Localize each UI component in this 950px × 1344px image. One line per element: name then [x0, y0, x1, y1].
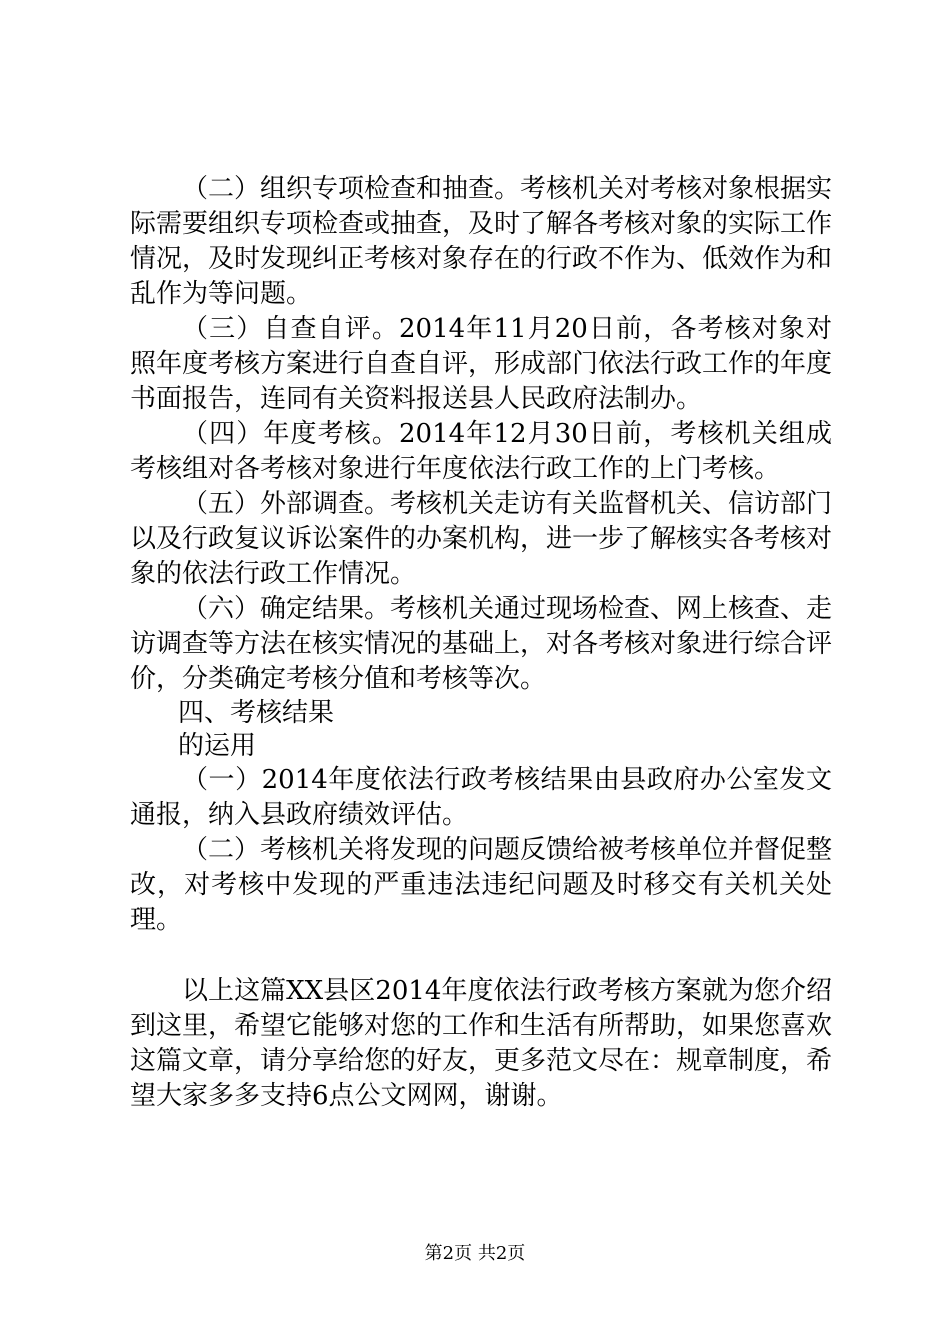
paragraph-external-survey: （五）外部调查。考核机关走访有关监督机关、信访部门以及行政复议诉讼案件的办案机构，进一步了解核实各考核对象的依法行政工作情况。 — [130, 489, 833, 589]
section-heading: 四、考核结果 — [178, 698, 335, 728]
spacer — [130, 938, 832, 974]
paragraph-feedback: （二）考核机关将发现的问题反馈给被考核单位并督促整改，对考核中发现的严重违法违纪问题及时移交有关机关处理。 — [130, 835, 833, 935]
document-body — [130, 172, 832, 1114]
section-heading-continuation: 的运用 — [178, 731, 257, 761]
closing-paragraph: 以上这篇XX县区2014年度依法行政考核方案就为您介绍到这里，希望它能够对您的工作和生活有所帮助，如果您喜欢这篇文章，请分享给您的好友，更多范文尽在：规章制度，希望大家多多支持6点公文网网，谢谢。 — [130, 976, 833, 1111]
paragraph-determine-result: （六）确定结果。考核机关通过现场检查、网上核查、走访调查等方法在核实情况的基础上，对各考核对象进行综合评价，分类确定考核分值和考核等次。 — [130, 594, 833, 694]
paragraph-self-check: （三）自查自评。2014年11月20日前，各考核对象对照年度考核方案进行自查自评，形成部门依法行政工作的年度书面报告，连同有关资料报送县人民政府法制办。 — [130, 314, 833, 414]
paragraph-result-report: （一）2014年度依法行政考核结果由县政府办公室发文通报，纳入县政府绩效评估。 — [130, 765, 832, 830]
page-footer: 第2页 共2页 — [424, 1243, 526, 1264]
paragraph-inspection: （二）组织专项检查和抽查。考核机关对考核对象根据实际需要组织专项检查或抽查，及时了解各考核对象的实际工作情况，及时发现纠正考核对象存在的行政不作为、低效作为和乱作为等问题。 — [130, 174, 833, 309]
paragraph-annual-review: （四）年度考核。2014年12月30日前，考核机关组成考核组对各考核对象进行年度依法行政工作的上门考核。 — [130, 419, 832, 484]
